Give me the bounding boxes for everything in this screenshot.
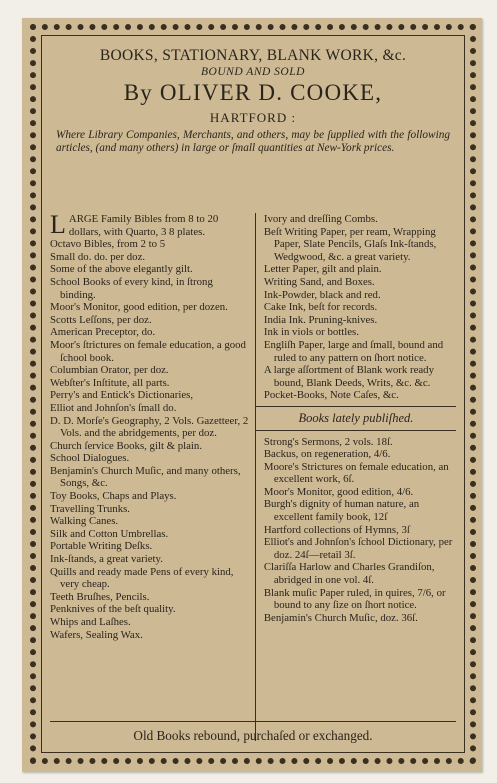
list-item: School Dialogues.: [50, 452, 130, 465]
list-item: Silk and Cotton Umbrellas.: [50, 527, 169, 540]
list-item: Some of the above elegantly gilt.: [50, 263, 193, 276]
list-item: Columbian Orator, per doz.: [50, 364, 169, 377]
left-list: [50, 238, 249, 641]
list-item: Benjamin's Church Muſic, doz. 36ſ.: [263, 611, 418, 624]
list-item: Hartford collections of Hymns, 3ſ: [263, 523, 410, 536]
list-item: Portable Writing Deſks.: [50, 540, 153, 553]
list-item: Ivory and dreſſing Combs.: [263, 213, 378, 225]
drop-cap: L: [50, 210, 66, 239]
list-item: Clariſſa Harlow and Charles Grandiſon, abridged in one vol. 4ſ.: [263, 561, 435, 587]
list-item: School Books of every kind, in ſtrong binding.: [50, 275, 213, 301]
list-item: Penknives of the beſt quality.: [50, 603, 176, 616]
list-item: Pocket-Books, Note Caſes, &c.: [263, 389, 399, 402]
footer-rule: [50, 721, 456, 722]
list-item: A large aſſortment of Blank work ready bound, Blank Deeds, Writs, &c. &c.: [263, 364, 434, 389]
right-column: [255, 213, 456, 741]
list-item: Whips and Laſhes.: [50, 616, 131, 628]
list-item: Church ſervice Books, gilt & plain.: [50, 439, 203, 452]
books-subheading: Books lately publiſhed.: [256, 406, 456, 431]
list-item: Small do. do. per doz.: [50, 250, 146, 263]
list-item: Moor's Monitor, good edition, per dozen.: [50, 301, 228, 314]
list-item: Writing Sand, and Boxes.: [263, 275, 375, 288]
intro-paragraph: Where Library Companies, Merchants, and others, may be ſupplied with the following articles, (and many others) in large or ſmall quantities at New-York prices.: [56, 129, 450, 154]
list-item: Letter Paper, gilt and plain.: [263, 263, 382, 276]
list-item: Webſter's Inſtitute, all parts.: [50, 376, 170, 389]
right-list: [264, 213, 456, 402]
heading-seller-name: By OLIVER D. COOKE,: [123, 80, 383, 105]
list-item: Travelling Trunks.: [50, 502, 131, 515]
list-item: Ink-Powder, black and red.: [263, 288, 381, 301]
left-column: [50, 210, 255, 741]
broadside-sheet: [22, 18, 482, 772]
product-columns: [50, 210, 456, 741]
list-item: Octavo Bibles, from 2 to 5: [50, 238, 166, 251]
broadside-content: [46, 40, 460, 750]
list-item: Walking Canes.: [50, 515, 119, 528]
list-item: Toy Books, Chaps and Plays.: [50, 490, 177, 503]
list-item: Backus, on regeneration, 4/6.: [263, 448, 391, 461]
heading-location: HARTFORD :: [209, 110, 297, 125]
list-item: D. D. Morſe's Geography, 2 Vols. Gazetteer, 2 Vols. and the abridgements, per doz.: [50, 414, 249, 440]
heading-bound-and-sold: BOUND AND SOLD: [201, 66, 305, 78]
list-item: India Ink. Pruning-knives.: [263, 313, 378, 326]
list-item: Beſt Writing Paper, per ream, Wrapping Paper, Slate Pencils, Glaſs Ink-ſtands, Wedgwood, &c. a great variety.: [263, 225, 437, 263]
books-list: [264, 436, 456, 625]
list-item: Blank muſic Paper ruled, in quires, 7/6, or bound to any ſize on ſhort notice.: [263, 586, 446, 612]
list-item: Moor's Monitor, good edition, 4/6.: [263, 485, 414, 498]
list-item: American Preceptor, do.: [50, 326, 156, 339]
list-item: [50, 210, 249, 239]
list-item: Cake Ink, beſt for records.: [263, 301, 378, 314]
list-item: Ink in viols or bottles.: [263, 326, 359, 339]
list-item: Scotts Leſſons, per doz.: [50, 313, 152, 326]
list-item: Moor's ſtrictures on female education, a good ſchool book.: [50, 338, 246, 364]
first-entry-text: ARGE Family Bibles from 8 to 20 dollars, with Quarto, 3 8 plates.: [68, 213, 219, 238]
heading-products: BOOKS, STATIONARY, BLANK WORK, &c.: [99, 47, 407, 64]
list-item: Perry's and Entick's Dictionaries,: [50, 389, 194, 402]
list-item: Ink-ſtands, a great variety.: [50, 553, 163, 566]
footer-text: Old Books rebound, purchaſed or exchanged.: [133, 728, 373, 743]
list-item: Elliot and Johnſon's ſmall do.: [50, 401, 177, 414]
list-item: Teeth Bruſhes, Pencils.: [50, 590, 150, 603]
list-item: Wafers, Sealing Wax.: [50, 628, 143, 641]
list-item: Engliſh Paper, large and ſmall, bound and ruled to any pattern on ſhort notice.: [263, 338, 444, 364]
list-item: Benjamin's Church Muſic, and many others, Songs, &c.: [50, 464, 241, 490]
list-item: Burgh's dignity of human nature, an excellent family book, 12ſ: [263, 498, 420, 524]
list-item: Elliot's and Johnſon's ſchool Dictionary, per doz. 24ſ—retail 3ſ.: [263, 536, 453, 561]
list-item: Moore's Strictures on female education, an excellent work, 6ſ.: [263, 460, 449, 486]
list-item: Quills and ready made Pens of every kind, very cheap.: [50, 565, 234, 591]
list-item: Strong's Sermons, 2 vols. 18ſ.: [263, 435, 393, 448]
